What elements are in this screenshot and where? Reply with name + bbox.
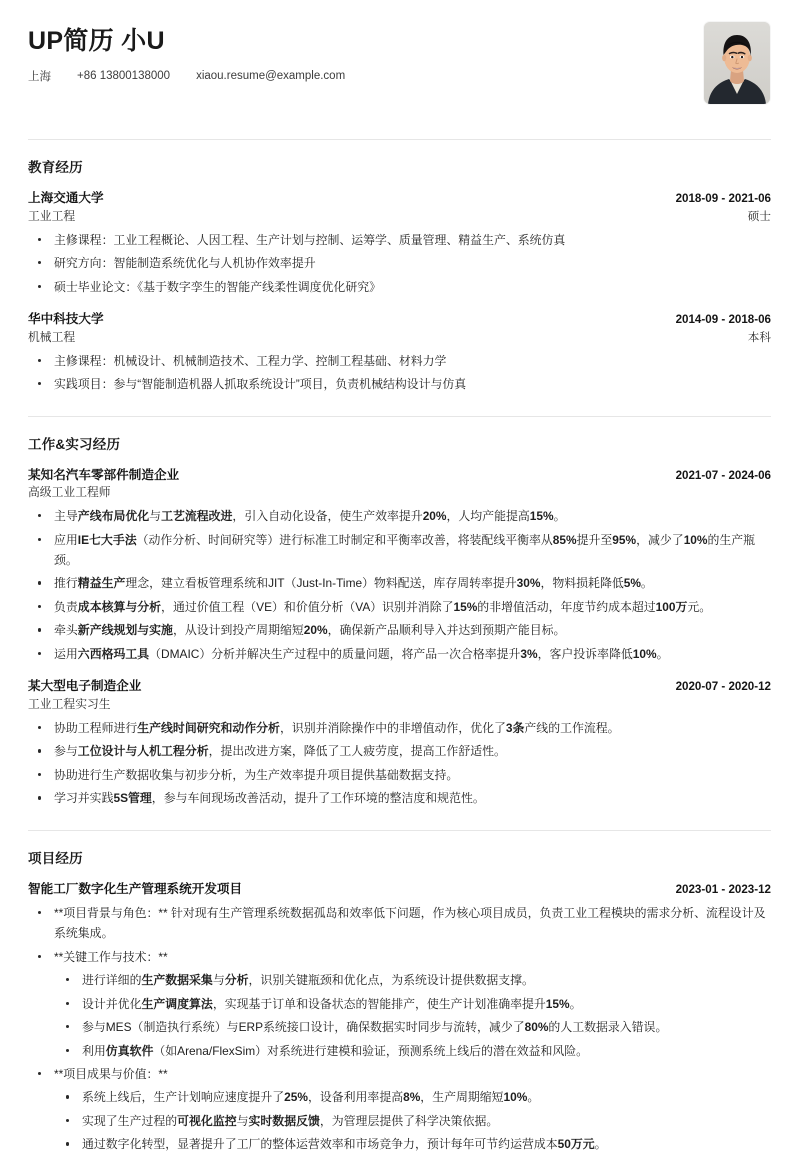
bullet-text: 参与MES（制造执行系统）与ERP系统接口设计，确保数据实时同步与流转，减少了	[82, 1020, 525, 1035]
bullet-text: 实践项目：参与“智能制造机器人抓取系统设计”项目，负责机械结构设计与仿真	[54, 377, 467, 392]
emphasis-text: 新产线规划与实施	[77, 623, 173, 638]
bullet-item	[28, 253, 771, 273]
bullet-list	[28, 903, 771, 1155]
bullet-text: 元。	[687, 599, 712, 614]
experience-entry	[28, 880, 771, 1155]
bullet-text: ，识别并消除操作中的非增值动作，优化了	[279, 720, 506, 735]
bullet-text: 系统上线后，生产计划响应速度提升了	[82, 1090, 285, 1105]
bullet-list	[28, 718, 771, 809]
section-title: 项目经历	[28, 850, 83, 866]
bullet-item	[28, 741, 771, 761]
bullet-text: 。	[553, 509, 566, 524]
emphasis-text: 10%	[683, 532, 708, 547]
entry-role: 机械工程	[28, 329, 76, 344]
bullet-text: ，提出改进方案，降低了工人疲劳度，提高工作舒适性。	[208, 744, 506, 759]
avatar	[704, 22, 770, 104]
bullet-text: （如Arena/FlexSim）对系统进行建模和验证，预测系统上线后的潜在效益和风险。	[153, 1043, 589, 1058]
bullet-text: 应用	[54, 532, 78, 547]
contact-item: 上海	[28, 71, 51, 84]
bullet-text: 。	[640, 576, 653, 591]
emphasis-text: 10%	[503, 1090, 528, 1105]
section-divider	[28, 416, 771, 417]
entry-subheader-row	[28, 484, 771, 502]
bullet-text: 。	[594, 1137, 607, 1152]
entry-subheader-row	[28, 696, 771, 714]
emphasis-text: 工位设计与人机工程分析	[77, 744, 209, 759]
bullet-text: 的非增值活动，年度节约成本超过	[477, 599, 656, 614]
bullet-item	[28, 644, 771, 664]
bullet-item	[28, 530, 771, 571]
experience-entry	[28, 677, 771, 808]
bullet-item	[28, 903, 771, 944]
bullet-text: （动作分析、时间研究等）进行标准工时制定和平衡率改善，将装配线平衡率从	[136, 532, 553, 547]
bullet-text: ，识别关键瓶颈和优化点，为系统设计提供数据支撑。	[248, 973, 534, 988]
emphasis-text: 生产线时间研究和动作分析	[137, 720, 280, 735]
bullet-text: 设计并优化	[82, 996, 142, 1011]
emphasis-text: 80%	[524, 1020, 549, 1035]
emphasis-text: 产线布局优化	[77, 509, 150, 524]
entry-date-range: 2020-07 - 2020-12	[675, 680, 771, 694]
entry-header-row	[28, 880, 771, 899]
bullet-text: 进行详细的	[82, 973, 142, 988]
emphasis-text: 85%	[552, 532, 577, 547]
bullet-text: 实现了生产过程的	[82, 1113, 178, 1128]
bullet-item	[28, 374, 771, 394]
experience-entry	[28, 189, 771, 297]
emphasis-text: 实时数据反馈	[248, 1113, 320, 1128]
bullet-text: 。	[656, 646, 669, 661]
bullet-text: 主修课程：机械设计、机械制造技术、工程力学、控制工程基础、材料力学	[54, 353, 447, 368]
bullet-text: 参与	[54, 744, 78, 759]
bullet-item	[28, 573, 771, 593]
entry-organization: 华中科技大学	[28, 311, 104, 326]
bullet-text: ，引入自动化设备，使生产效率提升	[232, 509, 423, 524]
bullet-text: ，实现基于订单和设备状态的智能排产，使生产计划准确率提升	[212, 996, 546, 1011]
entry-date-range: 2018-09 - 2021-06	[675, 192, 771, 205]
entry-role: 高级工业工程师	[28, 485, 111, 500]
bullet-text: 协助进行生产数据收集与初步分析，为生产效率提升项目提供基础数据支持。	[54, 767, 459, 782]
bullet-text: 与	[236, 1113, 249, 1128]
emphasis-text: 六西格玛工具	[77, 646, 150, 661]
section-divider	[28, 139, 771, 140]
entry-organization: 上海交通大学	[28, 191, 104, 205]
emphasis-text: IE七大手法	[77, 532, 137, 547]
emphasis-text: 3条	[505, 720, 525, 735]
bullet-list	[28, 351, 771, 395]
bullet-text: 协助工程师进行	[54, 720, 138, 735]
bullet-text: 推行	[54, 576, 78, 591]
contact-line	[28, 68, 345, 84]
bullet-text: （DMAIC）分析并解决生产过程中的质量问题，将产品一次合格率提升	[149, 646, 521, 661]
bullet-item	[28, 765, 771, 785]
bullet-item	[28, 230, 771, 250]
emphasis-text: 8%	[403, 1090, 421, 1105]
bullet-text: ，物料损耗降低	[540, 576, 624, 591]
bullet-text: 学习并实践	[54, 791, 114, 806]
entry-role: 工业工程	[28, 208, 76, 223]
experience-entry	[28, 466, 771, 665]
bullet-text: ，设备利用率提高	[307, 1090, 404, 1105]
bullet-text: 。	[527, 1090, 540, 1105]
bullet-text: ，确保新产品顺利导入并达到预期产能目标。	[327, 623, 566, 638]
entry-header-row	[28, 677, 771, 696]
entry-degree: 硕士	[747, 209, 771, 223]
sub-bullet-item	[54, 1087, 771, 1107]
bullet-text: ，减少了	[636, 532, 684, 547]
entry-role: 工业工程实习生	[28, 697, 111, 712]
portrait-photo-icon	[704, 22, 770, 104]
sub-bullet-item	[54, 1017, 771, 1037]
entry-degree: 本科	[747, 330, 771, 344]
emphasis-text: 5%	[623, 576, 641, 591]
bullet-text: ，为管理层提供了科学决策依据。	[319, 1113, 499, 1128]
bullet-text: **项目背景与角色：** 针对现有生产管理系统数据孤岛和效率低下问题，作为核心项目成员，负责工业工程模块的需求分析、流程设计及系统集成。	[54, 905, 766, 941]
bullet-text: 主修课程：工业工程概论、人因工程、生产计划与控制、运筹学、质量管理、精益生产、系统仿真	[54, 232, 566, 247]
section-divider	[28, 830, 771, 831]
bullet-text: 研究方向：智能制造系统优化与人机协作效率提升	[54, 256, 316, 271]
bullet-text: 主导	[54, 509, 78, 524]
emphasis-text: 10%	[632, 646, 657, 661]
bullet-list	[28, 230, 771, 297]
bullet-item	[28, 597, 771, 617]
sub-bullet-item	[54, 1041, 771, 1061]
bullet-text: 通过数字化转型，显著提升了工厂的整体运营效率和市场竞争力，预计每年可节约运营成本	[82, 1137, 558, 1152]
section-projects	[28, 809, 771, 1155]
emphasis-text: 100万	[655, 599, 688, 614]
bullet-text: 提升至	[576, 532, 613, 547]
bullet-text: 负责	[54, 599, 78, 614]
resume-header	[28, 22, 771, 118]
bullet-text: 牵头	[54, 623, 78, 638]
emphasis-text: 分析	[224, 973, 249, 988]
bullet-text: **项目成果与价值：**	[54, 1066, 168, 1081]
entry-date-range: 2014-09 - 2018-06	[675, 312, 771, 326]
bullet-list	[28, 506, 771, 664]
bullet-item	[28, 947, 771, 1061]
sub-bullet-item	[54, 970, 771, 990]
emphasis-text: 工艺流程改进	[161, 509, 233, 524]
experience-entry	[28, 310, 771, 395]
section-work	[28, 395, 771, 809]
bullet-text: 硕士毕业论文：《基于数字孪生的智能产线柔性调度优化研究》	[54, 279, 381, 294]
bullet-text: ，人均产能提高	[446, 509, 530, 524]
sub-bullet-list	[54, 1087, 771, 1154]
emphasis-text: 50万元	[557, 1137, 595, 1152]
emphasis-text: 15%	[545, 996, 570, 1011]
emphasis-text: 5S管理	[113, 791, 152, 806]
entry-subheader-row	[28, 208, 771, 226]
emphasis-text: 95%	[612, 532, 637, 547]
emphasis-text: 生产数据采集	[141, 973, 213, 988]
emphasis-text: 15%	[453, 599, 478, 614]
entry-organization: 智能工厂数字化生产管理系统开发项目	[28, 881, 243, 896]
page-title: UP简历 小U	[28, 27, 165, 55]
contact-item: xiaou.resume@example.com	[196, 70, 346, 83]
sub-bullet-item	[54, 994, 771, 1014]
bullet-text: 利用	[82, 1043, 106, 1058]
emphasis-text: 20%	[422, 509, 447, 524]
section-title: 工作&实习经历	[28, 436, 121, 452]
bullet-item	[28, 351, 771, 371]
entry-organization: 某知名汽车零部件制造企业	[28, 467, 180, 482]
emphasis-text: 30%	[516, 576, 541, 591]
entry-header-row	[28, 189, 771, 208]
emphasis-text: 15%	[529, 509, 554, 524]
bullet-text: ，生产周期缩短	[420, 1090, 504, 1105]
emphasis-text: 25%	[284, 1090, 308, 1105]
section-education	[28, 118, 771, 395]
bullet-text: **关键工作与技术：**	[54, 949, 168, 964]
bullet-text: 运用	[54, 646, 78, 661]
emphasis-text: 3%	[520, 646, 538, 661]
bullet-text: 与	[149, 509, 162, 524]
sub-bullet-list	[54, 970, 771, 1061]
emphasis-text: 成本核算与分析	[77, 599, 162, 614]
bullet-text: 理念，建立看板管理系统和JIT（Just-In-Time）物料配送，库存周转率提升	[125, 576, 517, 591]
emphasis-text: 20%	[303, 623, 328, 638]
emphasis-text: 精益生产	[77, 576, 126, 591]
bullet-item	[28, 506, 771, 526]
entry-subheader-row	[28, 329, 771, 347]
entry-header-row	[28, 310, 771, 329]
entry-organization: 某大型电子制造企业	[28, 679, 142, 694]
emphasis-text: 生产调度算法	[141, 996, 213, 1011]
entry-date-range: 2021-07 - 2024-06	[675, 468, 771, 482]
bullet-text: ，通过价值工程（VE）和价值分析（VA）识别并消除了	[161, 599, 454, 614]
bullet-text: ，客户投诉率降低	[537, 646, 633, 661]
bullet-text: 的生产瓶颈。	[54, 532, 756, 568]
bullet-text: 产线的工作流程。	[524, 720, 620, 735]
contact-item: +86 13800138000	[77, 70, 171, 83]
header-identity	[28, 22, 345, 84]
bullet-item	[28, 1064, 771, 1155]
emphasis-text: 仿真软件	[105, 1043, 154, 1058]
sub-bullet-item	[54, 1134, 771, 1154]
section-title: 教育经历	[28, 160, 83, 175]
bullet-text: ，参与车间现场改善活动，提升了工作环境的整洁度和规范性。	[151, 791, 485, 806]
resume-sections	[28, 118, 771, 1155]
bullet-text: ，从设计到投产周期缩短	[172, 623, 304, 638]
bullet-item	[28, 620, 771, 640]
sub-bullet-item	[54, 1111, 771, 1131]
bullet-item	[28, 788, 771, 808]
bullet-text: 的人工数据录入错误。	[548, 1020, 668, 1035]
bullet-text: 与	[212, 973, 225, 988]
emphasis-text: 可视化监控	[177, 1113, 237, 1128]
entry-header-row	[28, 466, 771, 485]
bullet-item	[28, 277, 771, 297]
entry-date-range: 2023-01 - 2023-12	[675, 882, 771, 896]
bullet-item	[28, 718, 771, 738]
bullet-text: 。	[569, 996, 582, 1011]
